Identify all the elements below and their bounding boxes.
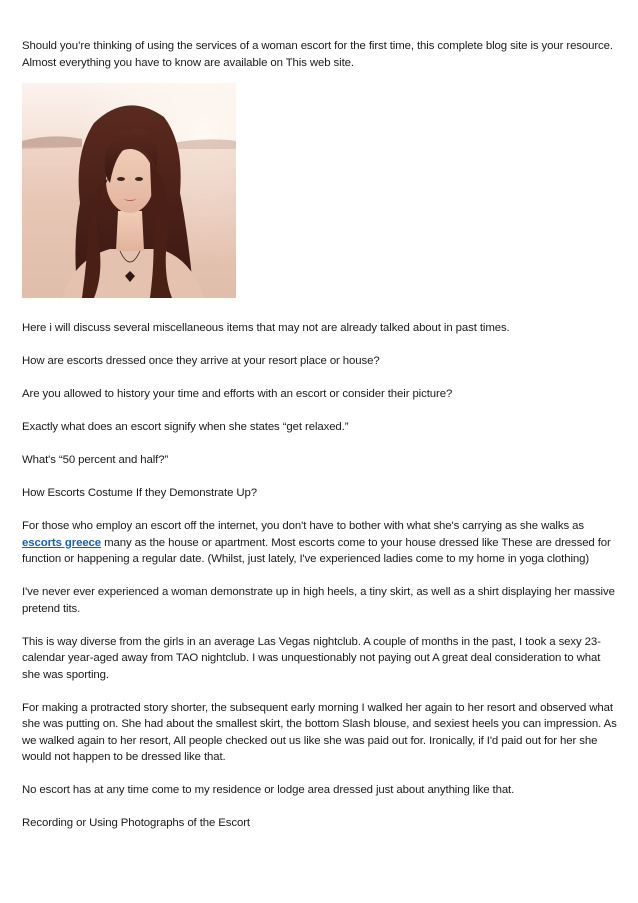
section-heading-recording: Recording or Using Photographs of the Escort [22, 817, 250, 829]
intro-paragraph: Should you’re thinking of using the services of a woman escort for the first time, this complete blog site is your resource. Almost everything you have to know are available on This web site. [22, 40, 613, 69]
paragraph-high-heels: I've never ever experienced a woman demonstrate up in high heels, a tiny skirt, as well as a shirt displaying her massive pretend tits. [22, 586, 615, 615]
link-paragraph-after: many as the house or apartment. Most escorts come to your house dressed like These are dressed for function or happening a regular date. (Whilst, just lately, I've experienced ladies come to my home in yoga clothing) [22, 536, 611, 565]
link-paragraph-before: For those who employ an escort off the internet, you don't have to bother with what she's carrying as she walks as [22, 520, 584, 532]
paragraph-long-story: For making a protracted story shorter, the subsequent early morning I walked her again to her resort and observed what she was putting on. She had about the smallest skirt, the bottom Slash blouse, and sexiest heels you can impression. As we walked again to her resort, All people checked out us like she was paid out for. Ironically, if I'd paid out for her she would not happen to be dressed like that. [22, 701, 617, 763]
portrait-photo-icon [22, 83, 236, 298]
paragraph-no-escort: No escort has at any time come to my residence or lodge area dressed just about anything like that. [22, 784, 515, 796]
paragraph-relaxed-question: Exactly what does an escort signify when she states “get relaxed.” [22, 421, 349, 433]
paragraph-las-vegas: This is way diverse from the girls in an average Las Vegas nightclub. A couple of months in the past, I took a sexy 23-calendar year-aged away from TAO nightclub. I was unquestionably not paying out A great deal consideration to what she was sporting. [22, 635, 601, 681]
portrait-photo [22, 83, 236, 298]
section-heading-costume: How Escorts Costume If they Demonstrate Up? [22, 487, 257, 499]
document-page [22, 38, 618, 832]
paragraph-with-link [22, 518, 618, 568]
paragraph-miscellaneous: Here i will discuss several miscellaneous items that may not are already talked about in past times. [22, 322, 510, 334]
paragraph-half-question: What's “50 percent and half?” [22, 454, 169, 466]
paragraph-dress-question: How are escorts dressed once they arrive at your resort place or house? [22, 355, 380, 367]
escorts-greece-link[interactable]: escorts greece [22, 536, 102, 549]
paragraph-record-question: Are you allowed to history your time and efforts with an escort or consider their picture? [22, 388, 453, 400]
